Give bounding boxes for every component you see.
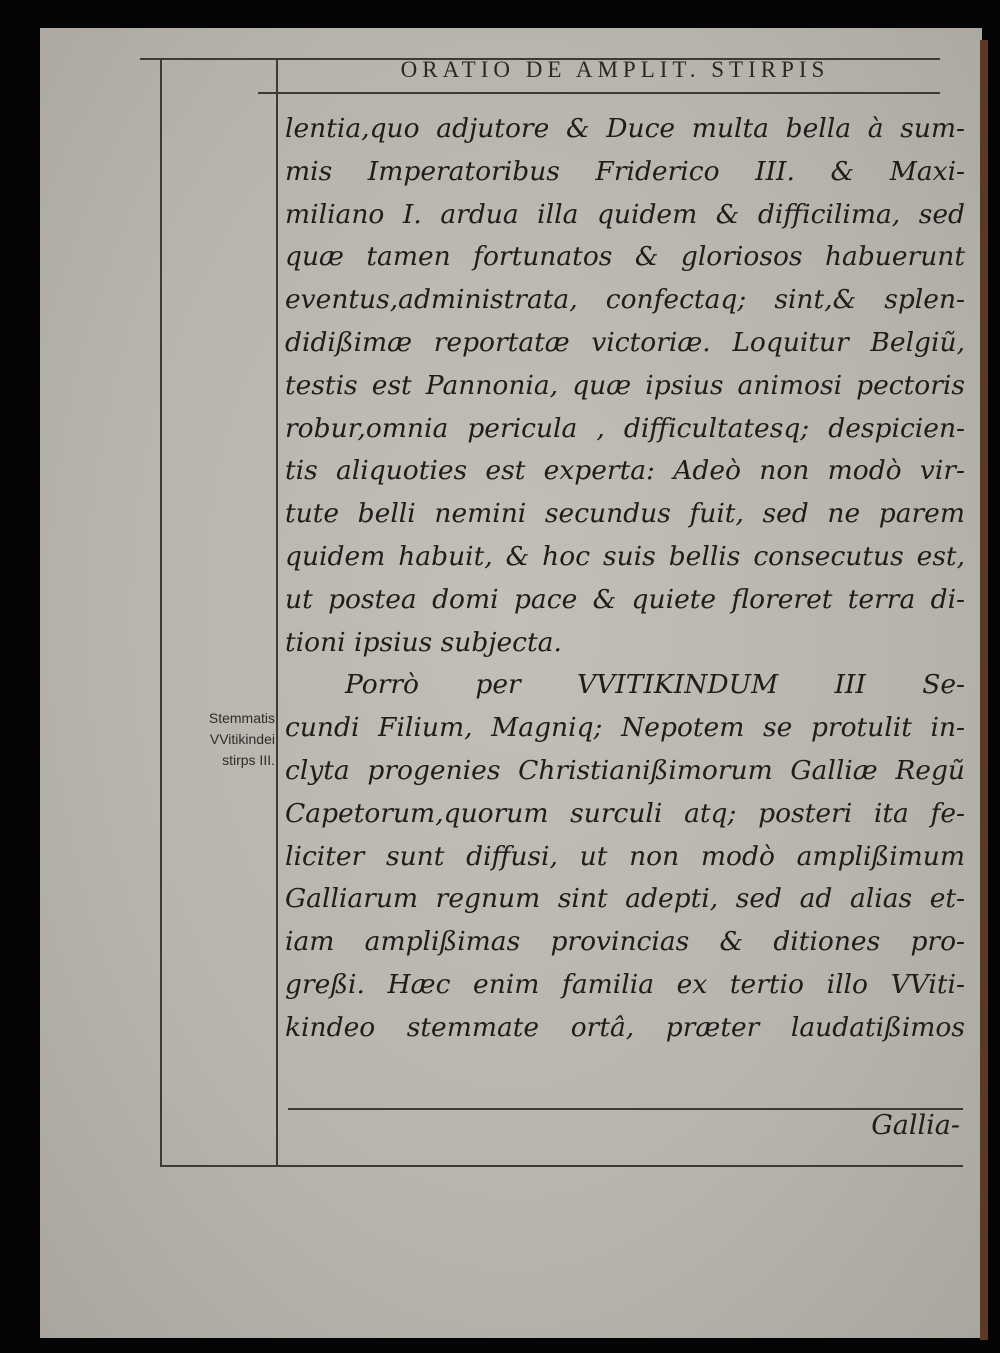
body-text (285, 108, 965, 1050)
text-line: testis est Pannonia, quæ ipsius animosi pectoris (285, 369, 965, 401)
margin-note-line: VVitikindei (209, 731, 275, 747)
text-line: quidem habuit, & hoc suis bellis consecutus est, (285, 540, 965, 572)
text-line: eventus,administrata, confectaq; sint,& splen- (285, 284, 965, 316)
running-header (290, 50, 940, 90)
text-line: tis aliquoties est experta: Adeò non modò vir- (285, 455, 965, 487)
text-line: greßi. Hæc enim familia ex tertio illo VViti- (285, 968, 965, 1000)
text-line: Galliarum regnum sint adepti, sed ad alias et- (285, 883, 965, 915)
text-line: cundi Filium, Magniq; Nepotem se protulit in- (285, 712, 965, 744)
header-bottom-rule (258, 92, 940, 94)
text-line: ut postea domi pace & quiete floreret terra di- (285, 583, 965, 615)
outer-left-rule (160, 60, 162, 1165)
margin-note-line: Stemmatis (208, 710, 275, 726)
text-line: Porrò per VVITIKINDUM III Se- (345, 669, 965, 701)
text-line: tute belli nemini secundus fuit, sed ne parem (285, 498, 965, 530)
text-line: quæ tamen fortunatos & gloriosos habuerunt (285, 241, 965, 273)
text-line: didißimæ reportatæ victoriæ. Loquitur Belgiũ, (285, 326, 965, 358)
catchword: Gallia- (871, 1110, 960, 1141)
text-line: mis Imperatoribus Friderico III. & Maxi- (285, 155, 965, 187)
text-line: lentia,quo adjutore & Duce multa bella à sum- (285, 113, 965, 144)
text-line: clyta progenies Christianißimorum Galliæ Regũ (285, 754, 965, 786)
text-line: kindeo stemmate ortâ, præter laudatißimos (285, 1011, 965, 1043)
text-line: liciter sunt diffusi, ut non modò amplißimum (285, 840, 965, 872)
text-line: Capetorum,quorum surculi atq; posteri ita fe- (285, 797, 965, 829)
running-header-text: ORATIO DE AMPLIT. STIRPIS (400, 57, 830, 82)
margin-note (163, 708, 275, 771)
frame-bottom-rule (160, 1165, 963, 1167)
inner-left-rule (276, 60, 278, 1165)
text-line: iam amplißimas provincias & ditiones pro- (285, 926, 965, 958)
text-line: robur,omnia pericula , difficultatesq; despicien- (285, 412, 965, 444)
page-edge (980, 40, 988, 1340)
text-line: tioni ipsius subjecta. (285, 626, 562, 658)
text-line: miliano I. ardua illa quidem & difficilima, sed (285, 198, 965, 230)
margin-note-line: stirps III. (222, 752, 275, 768)
